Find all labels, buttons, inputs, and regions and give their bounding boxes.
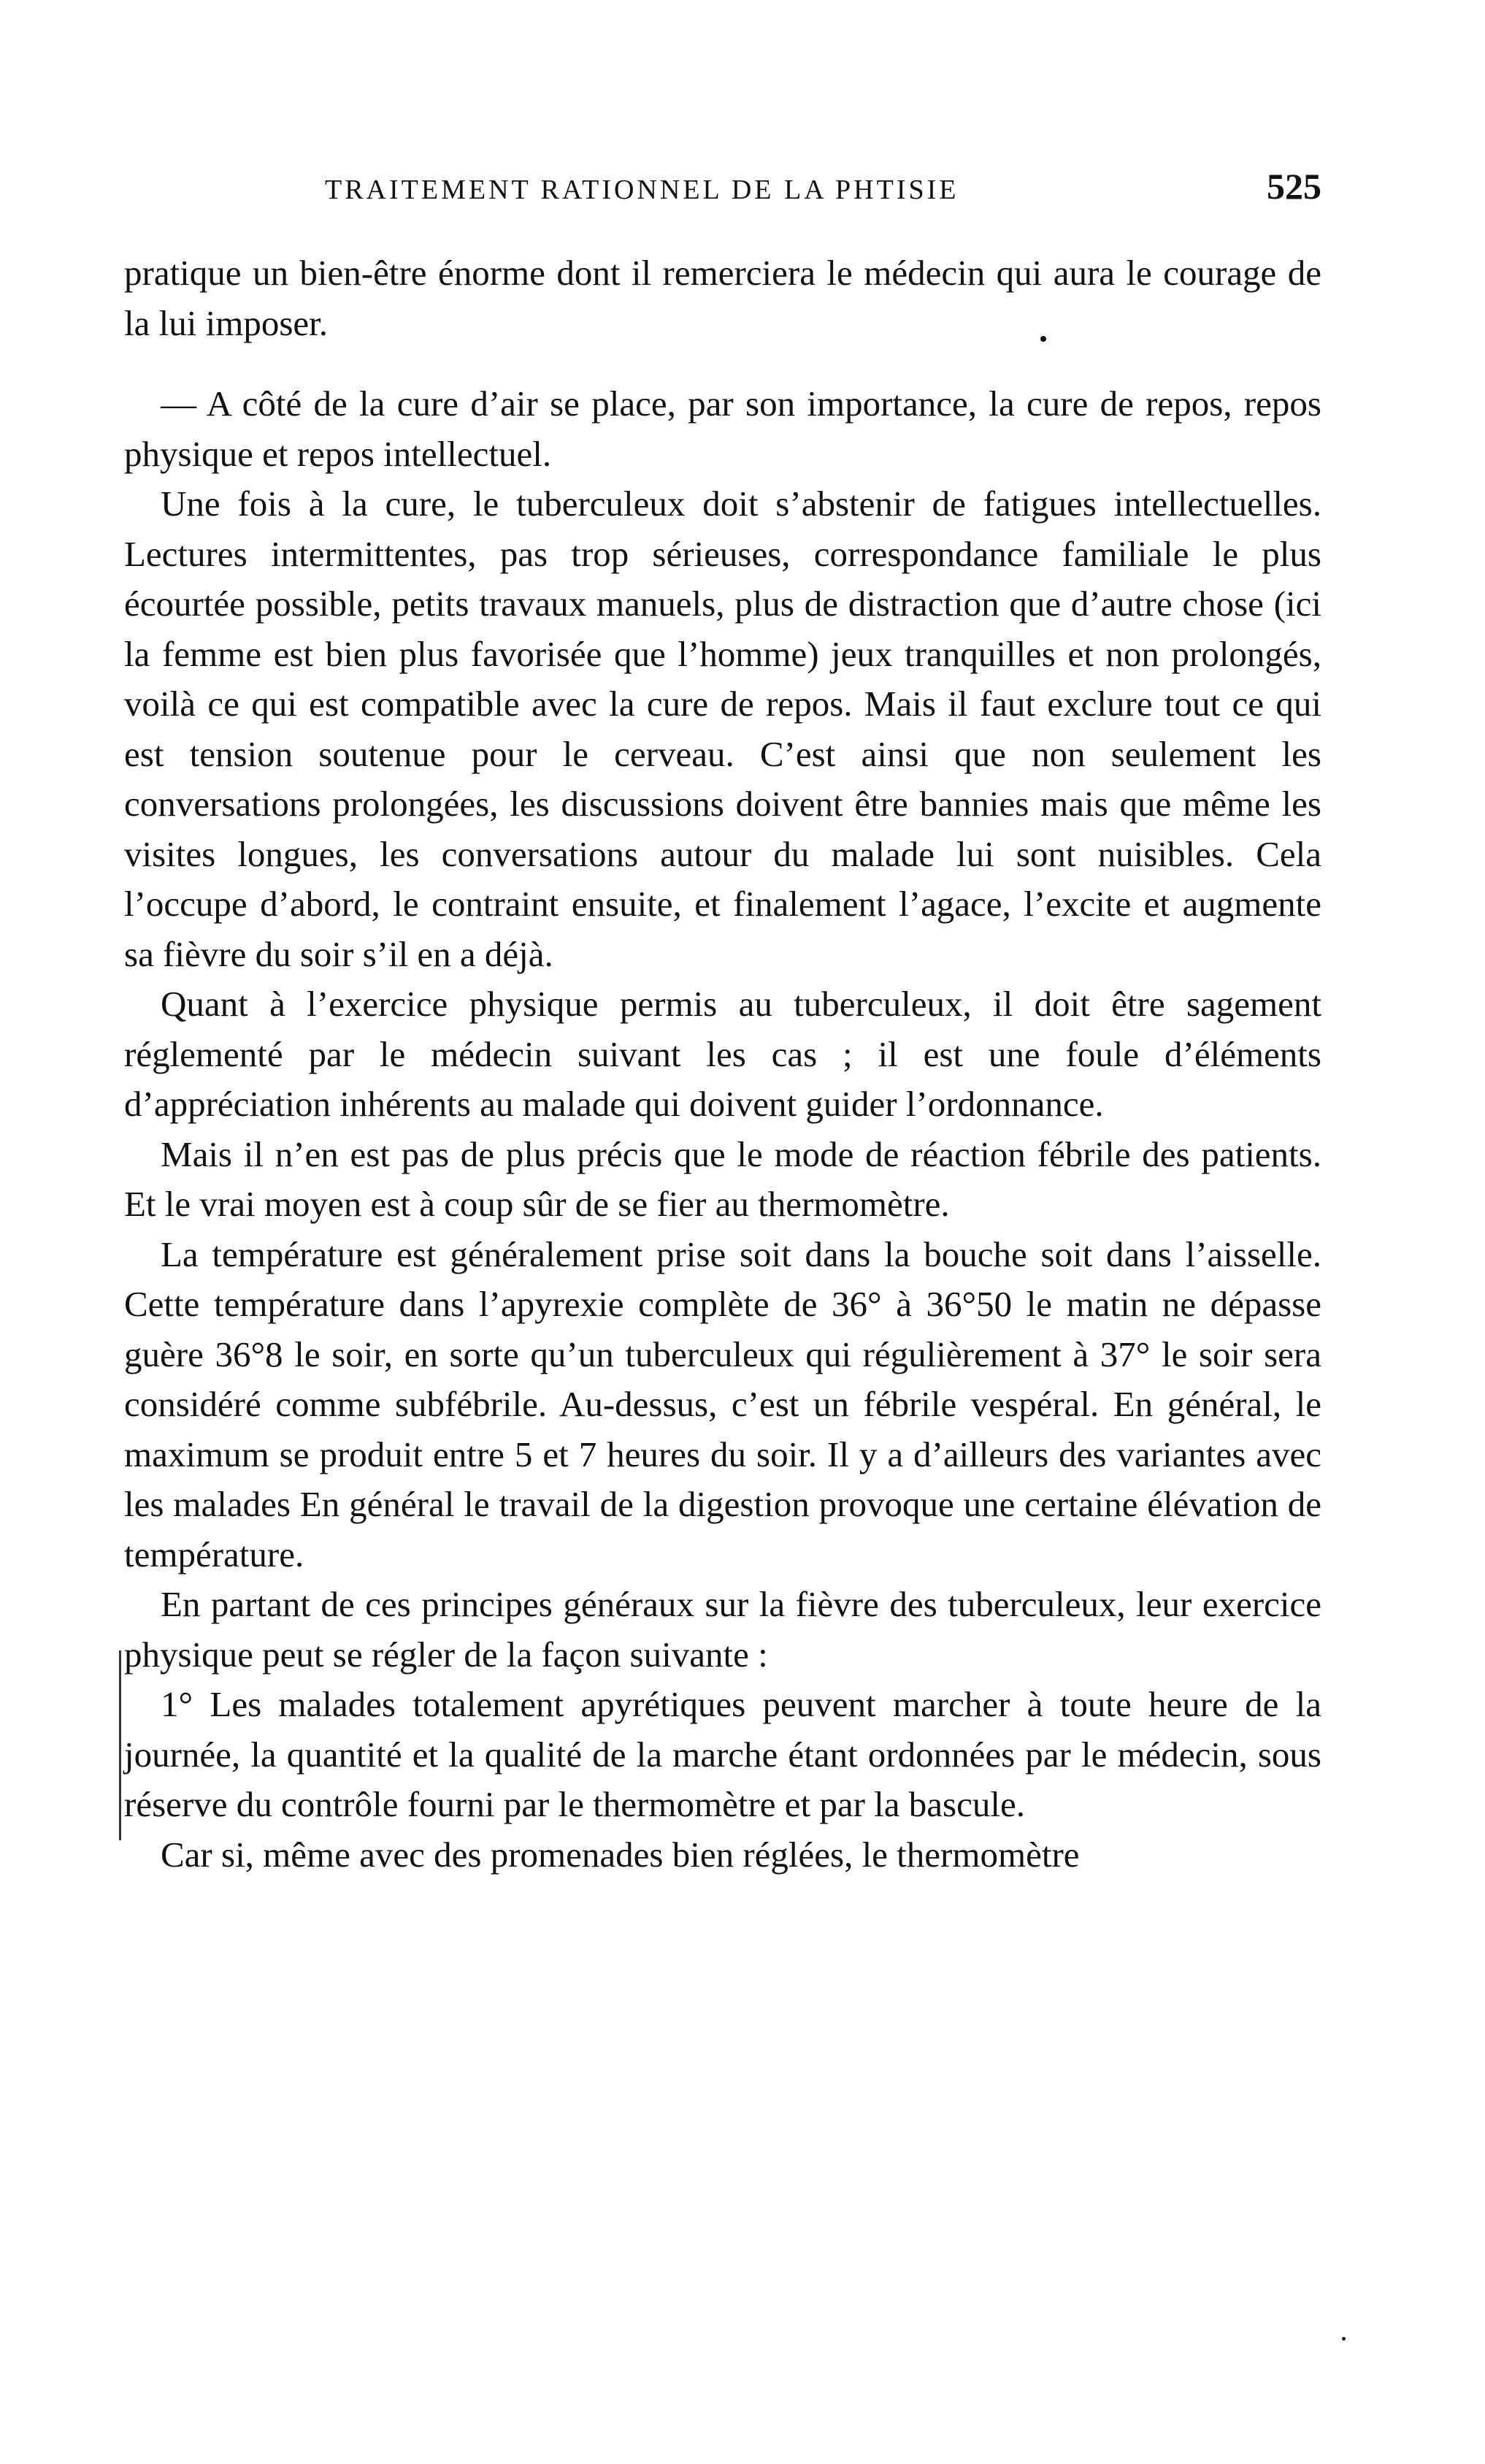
print-speck (1342, 2337, 1346, 2341)
running-title: TRAITEMENT RATIONNEL DE LA PHTISIE (325, 175, 959, 205)
paragraph-malades-apyretiques: 1° Les malades totalement apyrétiques peuvent marcher à toute heure de la journée, la quantité et la qualité de la marche étant ordonnées par le médecin, sous réserve du contrôle fourni par le thermomètre et par la bascule. (124, 1684, 1321, 1824)
paragraph-car-si: Car si, même avec des promenades bien réglées, le thermomètre (161, 1834, 1080, 1875)
paragraph-reaction-febrile: Mais il n’en est pas de plus précis que le mode de réaction fébrile des patients. Et le vrai moyen est à coup sûr de se fier au thermomètre. (124, 1133, 1321, 1224)
paragraph-fatigues-intellectuelles: Une fois à la cure, le tuberculeux doit s’abstenir de fatigues intellectuelles. Lectures intermittentes, pas trop sérieuses, correspondance familiale le plus écourtée possible, petits travaux manuels, plus de distraction que d’autre chose (ici la femme est bien plus favorisée que l’homme) jeux tranquilles et non prolongés, voilà ce qui est compatible avec la cure de repos. Mais il faut exclure tout ce qui est tension soutenue pour le cerveau. C’est ainsi que non seulement les conversations prolongées, les discussions doivent être bannies mais que même les visites longues, les conversations autour du malade lui sont nuisibles. Cela l’occupe d’abord, le contraint ensuite, et finalement l’agace, l’excite et augmente sa fièvre du soir s’il en a déjà. (124, 483, 1321, 974)
body-text (124, 248, 1321, 1880)
paragraph-continuation: pratique un bien-être énorme dont il remerciera le médecin qui aura le courage de la lui imposer. (124, 253, 1321, 343)
paragraph-cure-de-repos: — A côté de la cure d’air se place, par son importance, la cure de repos, repos physique et repos intellectuel. (124, 383, 1321, 474)
paragraph-principes-generaux: En partant de ces principes généraux sur la fièvre des tuberculeux, leur exercice physique peut se régler de la façon suivante : (124, 1584, 1321, 1675)
page-number: 525 (1267, 166, 1321, 207)
paragraph-temperature: La température est généralement prise soit dans la bouche soit dans l’aisselle. Cette température dans l’apyrexie complète de 36° à 36°50 le matin ne dépasse guère 36°8 le soir, en sorte qu’un tuberculeux qui régulièrement à 37° le soir sera considéré comme subfébrile. Au-dessus, c’est un fébrile vespéral. En général, le maximum se produit entre 5 et 7 heures du soir. Il y a d’ailleurs des variantes avec les malades En général le travail de la digestion provoque une certaine élévation de température. (124, 1233, 1321, 1575)
margin-rule (119, 1650, 121, 1840)
print-speck (1040, 336, 1046, 342)
paragraph-exercice-physique: Quant à l’exercice physique permis au tuberculeux, il doit être sagement réglementé par le médecin suivant les cas ; il est une foule d’éléments d’appréciation inhérents au malade qui doivent guider l’ordonnance. (124, 984, 1321, 1124)
